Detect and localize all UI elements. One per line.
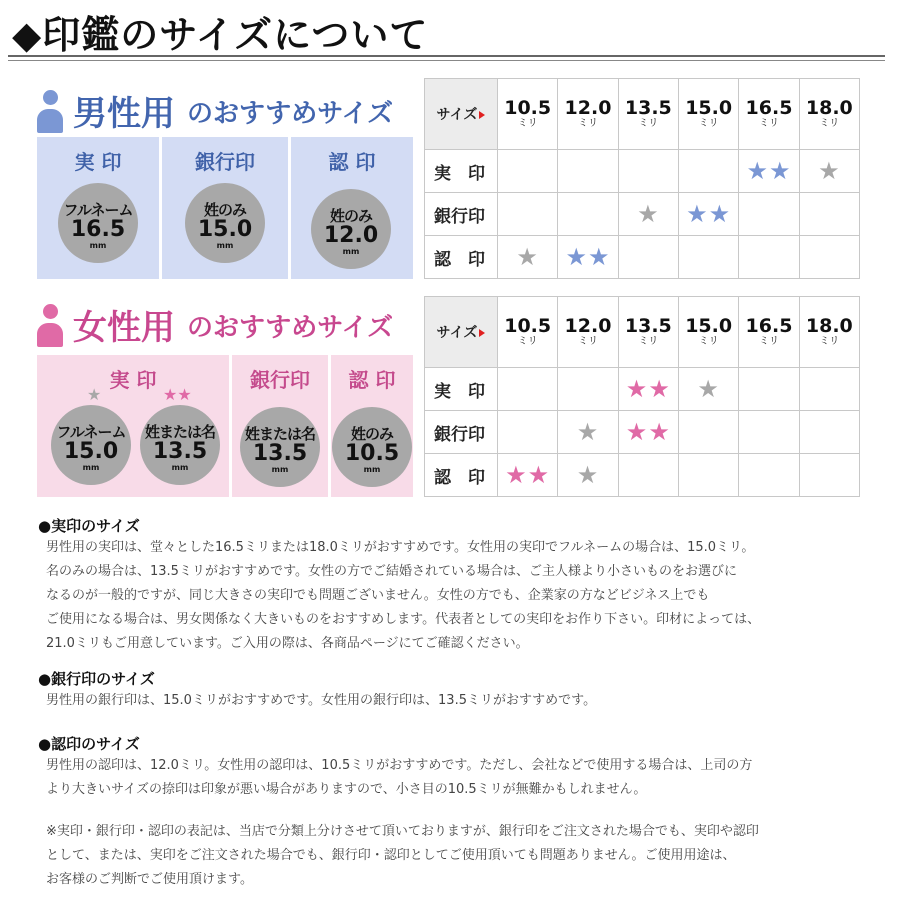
size-col-unit: ミリ xyxy=(517,118,538,130)
table-cell xyxy=(678,150,738,193)
male-recommend-panel xyxy=(37,137,413,279)
seal-name-type: 姓のみ xyxy=(350,425,393,443)
male-ginkoin-seal-circle xyxy=(185,183,265,263)
size-col-header xyxy=(678,297,738,368)
female-ginkoin-seal-circle xyxy=(240,407,320,487)
size-col-header xyxy=(739,79,799,150)
seal-unit: mm xyxy=(82,463,100,472)
table-row xyxy=(425,411,860,454)
table-cell xyxy=(799,454,859,497)
star-icon: ★ xyxy=(678,368,738,411)
row-label: 実 印 xyxy=(425,150,498,193)
section-heading: ●認印のサイズ xyxy=(38,735,140,753)
usage-note xyxy=(46,820,876,892)
size-corner-label: サイズ xyxy=(436,107,478,124)
star-icon: ★★ xyxy=(163,385,192,404)
size-col-header xyxy=(558,297,618,368)
size-col-header xyxy=(799,79,859,150)
arrow-right-icon xyxy=(479,111,485,119)
star-icon: ★★ xyxy=(618,368,678,411)
table-header-row xyxy=(425,297,860,368)
row-label: 実 印 xyxy=(425,368,498,411)
female-person-icon xyxy=(37,304,63,348)
size-col-value: 18.0 xyxy=(805,97,853,120)
male-ginkoin-cell xyxy=(162,137,288,279)
star-icon: ★★ xyxy=(498,454,558,497)
size-col-value: 16.5 xyxy=(745,315,793,338)
section-heading: ●銀行印のサイズ xyxy=(38,670,155,688)
seal-size: 12.0 xyxy=(323,223,379,248)
row-label: 銀行印 xyxy=(425,411,498,454)
female-ginkoin-label: 銀行印 xyxy=(250,368,310,392)
seal-size: 15.0 xyxy=(197,217,253,242)
table-cell xyxy=(498,193,558,236)
table-cell xyxy=(498,411,558,454)
star-icon: ★ xyxy=(799,150,859,193)
seal-size: 16.5 xyxy=(70,217,126,242)
female-heading-main: 女性用 xyxy=(73,308,175,348)
table-cell xyxy=(678,411,738,454)
jitsuin-size-section xyxy=(38,516,878,656)
male-mitomein-cell xyxy=(291,137,413,279)
size-col-value: 13.5 xyxy=(624,97,672,120)
female-jitsuin-name-seal-circle xyxy=(140,405,220,485)
male-jitsuin-cell xyxy=(37,137,159,279)
size-corner-cell xyxy=(425,79,498,150)
ginkoin-size-section xyxy=(38,669,878,713)
title-divider xyxy=(8,55,885,57)
size-col-header xyxy=(739,297,799,368)
female-mitomein-cell xyxy=(331,355,413,497)
size-col-unit: ミリ xyxy=(577,118,598,130)
arrow-right-icon xyxy=(479,329,485,337)
table-cell xyxy=(739,411,799,454)
star-icon: ★ xyxy=(618,193,678,236)
section-body xyxy=(46,536,878,656)
seal-unit: mm xyxy=(271,465,289,474)
star-icon: ★★ xyxy=(678,193,738,236)
seal-unit: mm xyxy=(171,463,189,472)
female-heading-sub: のおすすめサイズ xyxy=(187,313,394,343)
page-title: ◆印鑑のサイズについて xyxy=(12,13,429,57)
table-cell xyxy=(739,193,799,236)
size-col-value: 16.5 xyxy=(745,97,793,120)
size-col-value: 13.5 xyxy=(624,315,672,338)
table-row xyxy=(425,454,860,497)
star-icon: ★★ xyxy=(739,150,799,193)
table-cell xyxy=(678,454,738,497)
table-cell xyxy=(558,150,618,193)
section-line: 21.0ミリもご用意しています。ご入用の際は、各商品ページにてご確認ください。 xyxy=(46,636,529,651)
seal-name-type: フルネーム xyxy=(56,423,126,441)
seal-name-type: フルネーム xyxy=(63,201,133,219)
size-col-unit: ミリ xyxy=(698,118,719,130)
table-cell xyxy=(618,454,678,497)
star-icon: ★ xyxy=(498,236,558,279)
seal-name-type: 姓または名 xyxy=(144,423,215,441)
table-cell xyxy=(558,193,618,236)
size-col-unit: ミリ xyxy=(517,336,538,348)
note-line: として、または、実印をご注文された場合でも、銀行印・認印としてご使用頂いても問題ありません。ご使用用途は、 xyxy=(46,848,736,863)
male-jitsuin-label: 実 印 xyxy=(74,150,122,174)
seal-size: 13.5 xyxy=(252,441,308,466)
seal-unit: mm xyxy=(89,241,107,250)
size-col-header xyxy=(618,79,678,150)
table-cell xyxy=(678,236,738,279)
star-icon: ★ xyxy=(558,454,618,497)
male-size-table xyxy=(424,78,860,279)
size-col-value: 12.0 xyxy=(564,97,612,120)
female-size-table xyxy=(424,296,860,497)
male-mitomein-seal-circle xyxy=(311,189,391,269)
note-line: ※実印・銀行印・認印の表記は、当店で分類上分けさせて頂いておりますが、銀行印をご注文された場合でも、実印や認印 xyxy=(46,824,759,839)
male-heading-sub: のおすすめサイズ xyxy=(187,99,394,129)
table-cell xyxy=(739,454,799,497)
size-col-header xyxy=(678,79,738,150)
table-cell xyxy=(618,150,678,193)
female-mitomein-label: 認 印 xyxy=(348,368,396,392)
section-line: 男性用の銀行印は、15.0ミリがおすすめです。女性用の銀行印は、13.5ミリがおすすめです。 xyxy=(46,693,597,708)
male-ginkoin-label: 銀行印 xyxy=(195,150,255,174)
row-label: 認 印 xyxy=(425,236,498,279)
seal-unit: mm xyxy=(216,241,234,250)
table-cell xyxy=(799,236,859,279)
table-cell xyxy=(799,193,859,236)
table-cell xyxy=(618,236,678,279)
male-mitomein-label: 認 印 xyxy=(328,150,376,174)
seal-unit: mm xyxy=(342,247,360,256)
section-body xyxy=(46,754,878,802)
seal-name-type: 姓または名 xyxy=(244,425,315,443)
size-col-unit: ミリ xyxy=(758,336,779,348)
size-col-value: 15.0 xyxy=(685,315,733,338)
size-col-value: 10.5 xyxy=(504,315,552,338)
table-row xyxy=(425,193,860,236)
male-jitsuin-seal-circle xyxy=(58,183,138,263)
size-col-header xyxy=(618,297,678,368)
section-line: 男性用の実印は、堂々とした16.5ミリまたは18.0ミリがおすすめです。女性用の実印でフルネームの場合は、15.0ミリ。 xyxy=(46,540,755,555)
female-jitsuin-cell xyxy=(37,355,229,497)
seal-size: 10.5 xyxy=(344,441,400,466)
size-col-value: 15.0 xyxy=(685,97,733,120)
table-cell xyxy=(498,150,558,193)
table-header-row xyxy=(425,79,860,150)
female-mitomein-seal-circle xyxy=(332,407,412,487)
female-recommend-panel xyxy=(37,355,413,497)
table-cell xyxy=(799,368,859,411)
female-jitsuin-fullname-seal-circle xyxy=(51,405,131,485)
section-line: より大きいサイズの捺印は印象が悪い場合がありますので、小さ目の10.5ミリが無難かもしれません。 xyxy=(46,782,647,797)
star-icon: ★ xyxy=(87,385,102,404)
size-col-value: 18.0 xyxy=(805,315,853,338)
size-col-unit: ミリ xyxy=(577,336,598,348)
star-icon: ★★ xyxy=(618,411,678,454)
table-cell xyxy=(799,411,859,454)
size-col-unit: ミリ xyxy=(698,336,719,348)
size-col-unit: ミリ xyxy=(819,336,840,348)
size-col-value: 10.5 xyxy=(504,97,552,120)
table-cell xyxy=(498,368,558,411)
size-col-header xyxy=(498,297,558,368)
seal-unit: mm xyxy=(363,465,381,474)
table-cell xyxy=(739,236,799,279)
size-corner-label: サイズ xyxy=(436,325,478,342)
star-icon: ★ xyxy=(558,411,618,454)
seal-name-type: 姓のみ xyxy=(329,207,372,225)
seal-name-type: 姓のみ xyxy=(203,201,246,219)
size-col-header xyxy=(558,79,618,150)
section-line: ご使用になる場合は、男女関係なく大きいものをおすすめします。代表者としての実印をお作り下さい。印材によっては、 xyxy=(46,612,761,627)
row-label: 認 印 xyxy=(425,454,498,497)
size-col-header xyxy=(498,79,558,150)
table-row xyxy=(425,368,860,411)
row-label: 銀行印 xyxy=(425,193,498,236)
table-cell xyxy=(739,368,799,411)
size-col-header xyxy=(799,297,859,368)
male-person-icon xyxy=(37,90,63,134)
section-body xyxy=(46,689,878,713)
size-corner-cell xyxy=(425,297,498,368)
section-line: 男性用の認印は、12.0ミリ。女性用の認印は、10.5ミリがおすすめです。ただし、会社などで使用する場合は、上司の方 xyxy=(46,758,753,773)
size-col-value: 12.0 xyxy=(564,315,612,338)
table-cell xyxy=(558,368,618,411)
title-divider-thin xyxy=(8,60,885,61)
size-col-unit: ミリ xyxy=(819,118,840,130)
table-row xyxy=(425,236,860,279)
note-line: お客様のご判断でご使用頂けます。 xyxy=(46,872,253,887)
seal-size: 13.5 xyxy=(152,439,208,464)
female-jitsuin-label: 実 印 xyxy=(109,368,157,392)
size-col-unit: ミリ xyxy=(758,118,779,130)
section-line: なるのが一般的ですが、同じ大きさの実印でも問題ございません。女性の方でも、企業家の方などビジネス上でも xyxy=(46,588,710,603)
section-line: 名のみの場合は、13.5ミリがおすすめです。女性の方でご結婚されている場合は、ご主人様より小さいものをお選びに xyxy=(46,564,738,579)
male-heading-main: 男性用 xyxy=(73,94,175,134)
section-heading: ●実印のサイズ xyxy=(38,517,140,535)
table-row xyxy=(425,150,860,193)
female-ginkoin-cell xyxy=(232,355,328,497)
star-icon: ★★ xyxy=(558,236,618,279)
seal-size: 15.0 xyxy=(63,439,119,464)
mitomein-size-section xyxy=(38,734,878,802)
size-col-unit: ミリ xyxy=(638,336,659,348)
size-col-unit: ミリ xyxy=(638,118,659,130)
